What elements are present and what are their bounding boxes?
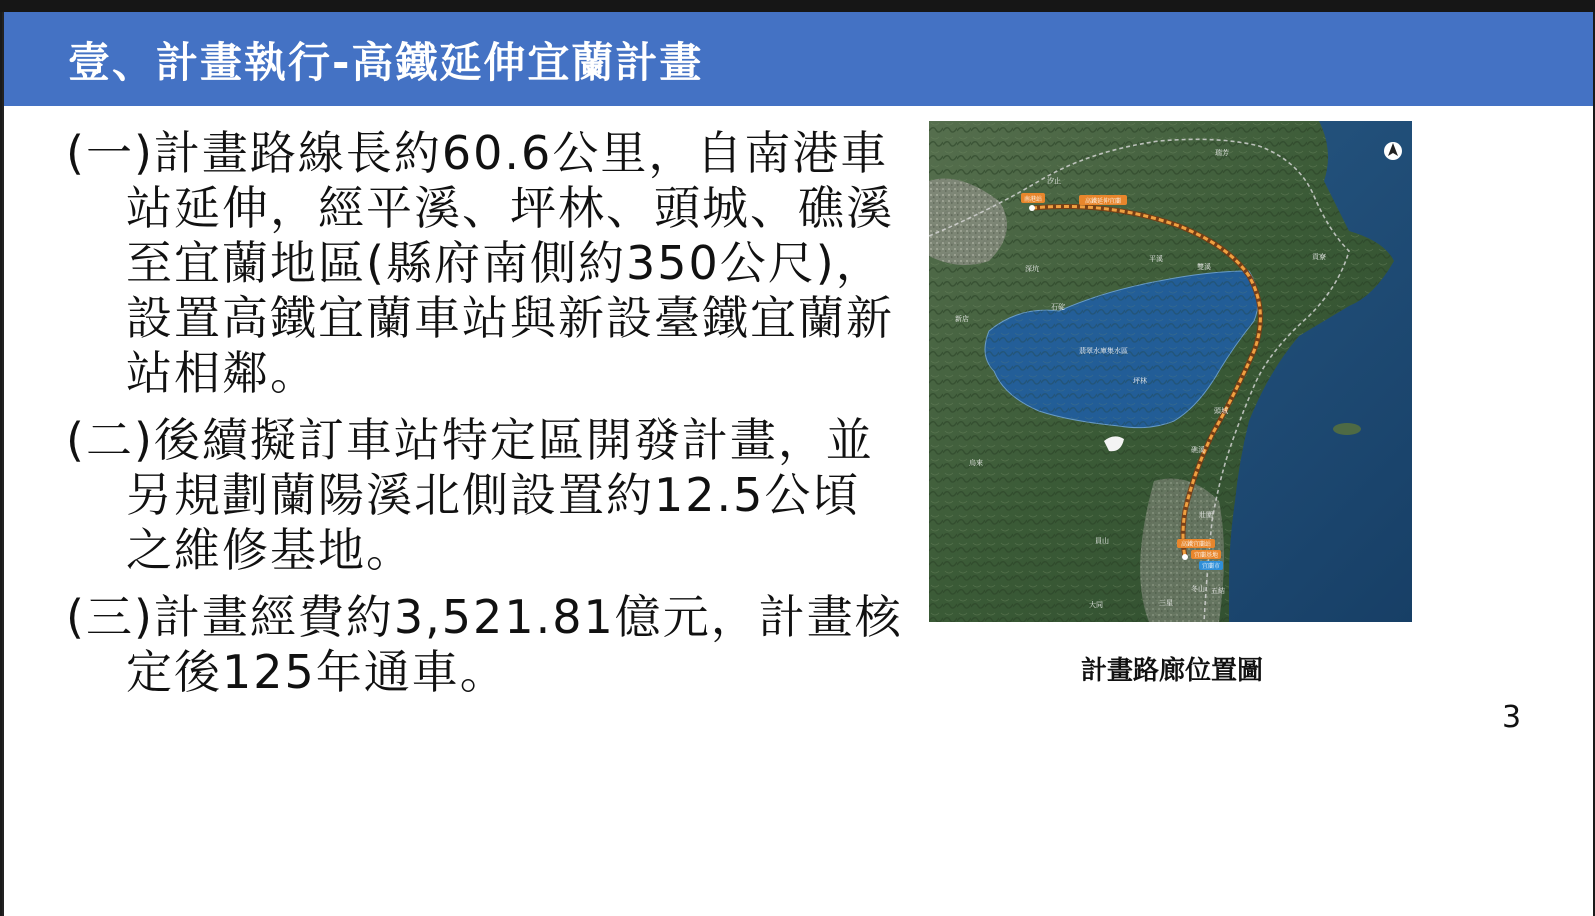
- reservoir-label: 翡翠水庫集水區: [1079, 347, 1128, 355]
- paragraph-2: (二)後續擬訂車站特定區開發計畫，並另規劃蘭陽溪北側設置約12.5公頃之維修基地。: [66, 413, 874, 577]
- place-label: 汐止: [1047, 177, 1061, 185]
- paragraph-3: (三)計畫經費約3,521.81億元，計畫核定後125年通車。: [66, 590, 903, 699]
- paragraph-1: (一)計畫路線長約60.6公里，自南港車站延伸，經平溪、坪林、頭城、礁溪至宜蘭地區(縣府南側約350公尺)，設置高鐵宜蘭車站與新設臺鐵宜蘭新站相鄰。: [66, 126, 894, 400]
- north-arrow-icon: [1384, 142, 1402, 160]
- place-label: 礁溪: [1191, 446, 1205, 454]
- place-label: 雙溪: [1197, 263, 1211, 271]
- slide: [2, 12, 1593, 916]
- place-label: 石碇: [1051, 303, 1065, 311]
- slide-body: [66, 126, 906, 700]
- place-label: 新店: [955, 315, 969, 323]
- place-label: 頭城: [1214, 407, 1228, 415]
- place-label: 坪林: [1133, 377, 1147, 385]
- place-label: 深坑: [1025, 265, 1039, 273]
- window-top-bar: [0, 0, 1595, 12]
- route-map-image: [929, 121, 1412, 622]
- place-label: 冬山: [1191, 585, 1205, 593]
- place-label: 三星: [1159, 599, 1173, 607]
- figure-caption: 計畫路廊位置圖: [1080, 656, 1263, 686]
- place-label: 烏來: [969, 459, 983, 467]
- guishan-island: [1333, 423, 1361, 435]
- place-label: 五結: [1211, 587, 1225, 595]
- nangang-station-label: 南港站: [1023, 196, 1043, 203]
- route-map-svg: [929, 121, 1412, 622]
- route-name-label: 高鐵延伸宜蘭: [1084, 198, 1122, 205]
- place-label: 瑞芳: [1215, 149, 1229, 157]
- place-label: 平溪: [1149, 255, 1163, 263]
- yilan-city-label: 宜蘭市: [1201, 563, 1221, 570]
- yilan-station-marker: [1182, 554, 1188, 560]
- place-label: 員山: [1095, 537, 1109, 545]
- place-label: 壯圍: [1199, 511, 1213, 519]
- place-label: 貢寮: [1312, 253, 1326, 261]
- depot-label: 宜蘭基地: [1193, 552, 1219, 559]
- nangang-station-marker: [1029, 205, 1035, 211]
- slide-title: 壹、計畫執行-高鐵延伸宜蘭計畫: [68, 38, 704, 87]
- place-label: 大同: [1089, 601, 1103, 609]
- slide-header: [4, 12, 1593, 106]
- yilan-station-label: 高鐵宜蘭站: [1180, 541, 1212, 548]
- page-number: 3: [1502, 700, 1522, 735]
